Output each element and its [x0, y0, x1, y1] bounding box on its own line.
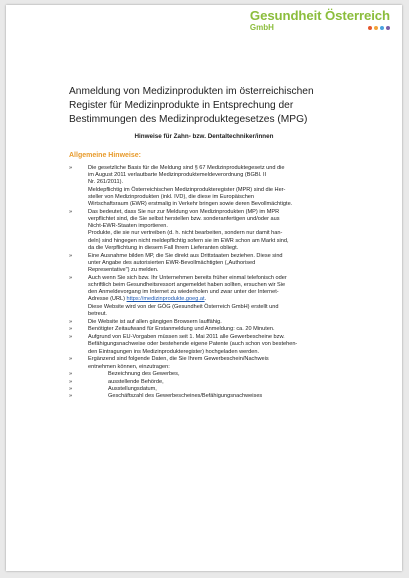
- list-item: [69, 326, 369, 333]
- item-line: Nr. 261/2011).: [88, 179, 124, 186]
- register-url-link[interactable]: https://medizinprodukte.goeg.at: [126, 296, 205, 303]
- sub-item-text: Bezeichnung des Gewerbes,: [108, 371, 180, 378]
- document-title: [69, 85, 369, 128]
- item-line: Auch wenn Sie sich bzw. Ihr Unternehmen bereits früher einmal telefonisch oder: [88, 274, 287, 281]
- bullet-icon: »: [69, 371, 73, 378]
- list-item: [69, 209, 369, 252]
- sub-list-item: [69, 379, 369, 386]
- list-item: [69, 334, 369, 356]
- item-line: den Anmeldevorgang im Internet zu wiederholen und zwar unter der Internet-: [88, 289, 279, 296]
- logo-dot: [374, 26, 378, 30]
- item-line: Aufgrund von EU-Vorgaben müssen seit 1. Mai 2011 alle Gewerbescheine bzw.: [88, 334, 285, 341]
- bullet-icon: »: [69, 318, 73, 325]
- item-line: unter Angabe des autorisierten EWR-Bevollmächtigten („Authorised: [88, 259, 256, 266]
- bullet-icon: »: [69, 326, 73, 333]
- sub-item-text: Geschäftszahl des Gewerbescheines/Befähigungsnachweises: [108, 393, 263, 400]
- sub-list-item: [69, 371, 369, 378]
- section-heading: Allgemeine Hinweise:: [69, 152, 141, 159]
- list-item: [69, 165, 369, 208]
- bullet-icon: »: [69, 356, 73, 363]
- logo-dot: [380, 26, 384, 30]
- bullet-icon: »: [69, 252, 73, 259]
- item-line: Representative") zu melden.: [88, 267, 159, 274]
- item-line: deln) sind hingegen nicht meldepflichtig sofern sie im EWR schon am Markt sind,: [88, 237, 289, 244]
- item-line: schriftlich beim Gesundheitsressort angemeldet haben sollten, ersuchen wir Sie: [88, 282, 286, 289]
- bullet-icon: »: [69, 385, 73, 392]
- link-prefix: Adresse (URL): [88, 296, 127, 303]
- item-line: Befähigungsnachweise oder bestehende eigene Patente (auch schon von bestehen-: [88, 341, 298, 348]
- list-item: [69, 319, 369, 326]
- bullet-icon: »: [69, 393, 73, 400]
- logo-dot: [386, 26, 390, 30]
- logo-dot: [368, 26, 372, 30]
- item-line: Meldepflichtig im Österreichischen Medizinprodukteregister (MPR) sind die Her-: [88, 186, 286, 193]
- list-item: [69, 253, 369, 275]
- item-line: Die Website ist auf allen gängigen Browsern lauffähig.: [88, 318, 222, 325]
- sub-item-text: ausstellende Behörde,: [108, 378, 164, 385]
- item-line: Benötigter Zeitaufwand für Erstanmeldung und Anmeldung: ca. 20 Minuten.: [88, 326, 275, 333]
- document-page: [6, 5, 402, 571]
- sub-item-text: Ausstellungsdatum,: [108, 385, 157, 392]
- item-line: Produkte, die sie nur vertreiben (d. h. nicht bearbeiten, sondern nur damit han-: [88, 230, 283, 237]
- bullet-icon: »: [69, 165, 73, 171]
- logo-dots: [368, 26, 390, 30]
- bullet-icon: »: [69, 208, 73, 215]
- item-line: den Eintragungen ins Medizinprodukteregister) hochgeladen werden.: [88, 348, 260, 355]
- title-line: Anmeldung von Medizinprodukten im österreichischen: [69, 86, 314, 97]
- item-line: da die Verpflichtung in diesem Fall Ihrem Lieferanten obliegt.: [88, 244, 239, 251]
- item-line: betreut.: [88, 310, 107, 317]
- hints-list: [69, 165, 369, 400]
- list-item: [69, 356, 369, 370]
- title-line: Register für Medizinprodukte in Entsprechung der: [69, 100, 294, 112]
- logo: [250, 8, 390, 33]
- logo-sub: GmbH: [249, 23, 274, 32]
- item-line: Nicht-EWR-Staaten importieren.: [88, 223, 168, 230]
- bullet-icon: »: [69, 378, 73, 385]
- item-line: [88, 296, 369, 303]
- bullet-icon: »: [69, 334, 73, 341]
- item-line: Das bedeutet, dass Sie nur zur Meldung von Medizinprodukten (MP) im MPR: [88, 208, 280, 215]
- logo-name: Gesundheit Österreich: [249, 8, 390, 23]
- sub-list-item: [69, 386, 369, 393]
- list-item: [69, 275, 369, 318]
- item-line: Diese Website wird von der GÖG (Gesundheit Österreich GmbH) erstellt und: [88, 303, 279, 310]
- title-line: Bestimmungen des Medizinproduktegesetzes (MPG): [69, 114, 308, 126]
- item-line: Die gesetzliche Basis für die Meldung sind § 67 Medizinproduktegesetz und die: [88, 165, 285, 171]
- sub-list-item: [69, 393, 369, 400]
- item-line: entnehmen können, einzutragen:: [88, 363, 170, 370]
- item-line: Ergänzend sind folgende Daten, die Sie Ihrem Gewerbeschein/Nachweis: [88, 356, 269, 363]
- item-line: Wirtschaftsraum (EWR) erstmalig in Verkehr bringen sowie deren Bevollmächtigte.: [88, 201, 293, 208]
- item-line: im August 2011 verlautbarte Medizinproduktemeldeverordnung (BGBl. II: [88, 172, 267, 179]
- item-line: verpflichtet sind, die Sie selbst herstellen bzw. sonderanfertigen und/oder aus: [88, 216, 280, 223]
- item-line: steller von Medizinprodukten (inkl. IVD), die diese im Europäischen: [88, 193, 255, 200]
- bullet-icon: »: [69, 274, 73, 281]
- item-line: Eine Ausnahme bilden MP, die Sie direkt aus Drittstaaten beziehen. Diese sind: [88, 252, 283, 259]
- link-suffix: .: [204, 296, 207, 303]
- document-subtitle: Hinweise für Zahn- bzw. Dentaltechniker/innen: [134, 133, 274, 140]
